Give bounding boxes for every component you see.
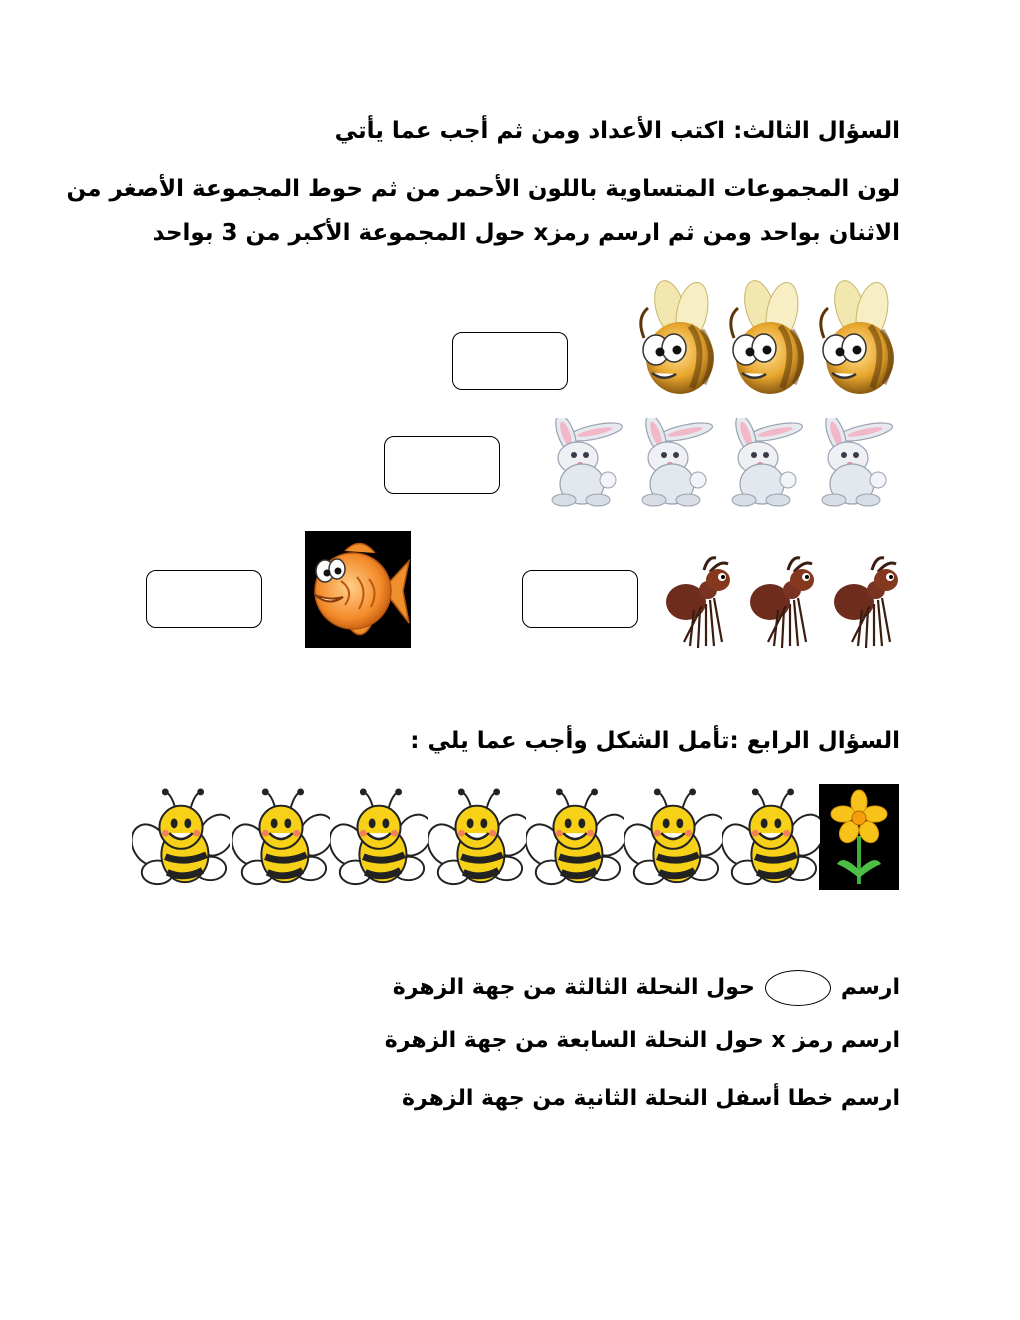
rabbit-icon (720, 418, 810, 508)
question4-instruction-3: ارسم خطا أسفل النحلة الثانية من جهة الزهرة (401, 1086, 900, 1111)
fish-icon (305, 531, 411, 648)
instruction-1-end: حول النحلة الثالثة من جهة الزهرة (392, 975, 755, 1000)
oval-symbol (765, 970, 831, 1006)
bee-icon (132, 786, 230, 894)
question3-title: السؤال الثالث: اكتب الأعداد ومن ثم أجب عما يأتي (334, 118, 900, 144)
rabbit-icon (810, 418, 900, 508)
bee-icon (624, 786, 722, 894)
rabbit-icon (540, 418, 630, 508)
instruction-1-start: ارسم (840, 975, 900, 1000)
question3-instruction-line2: الاثنان بواحد ومن ثم ارسم رمزx حول المجموعة الأكبر من 3 بواحد (152, 220, 900, 246)
bee-icon (428, 786, 526, 894)
question4-instruction-1 (393, 970, 900, 1006)
rabbit-icon (630, 418, 720, 508)
bee-icon (630, 278, 720, 398)
ant-icon (664, 550, 734, 650)
question3-instruction-line1: لون المجموعات المتساوية باللون الأحمر من ثم حوط المجموعة الأصغر من (66, 176, 900, 202)
ant-icon (748, 550, 818, 650)
rabbits-count-answer-box[interactable] (384, 436, 500, 494)
bee-icon (810, 278, 900, 398)
bee-icon (722, 786, 820, 894)
question4-instruction-2: ارسم رمز x حول النحلة السابعة من جهة الزهرة (384, 1028, 900, 1053)
ants-count-answer-box[interactable] (522, 570, 638, 628)
bee-icon (720, 278, 810, 398)
fish-count-answer-box[interactable] (146, 570, 262, 628)
bees-count-answer-box[interactable] (452, 332, 568, 390)
bee-icon (232, 786, 330, 894)
bee-icon (526, 786, 624, 894)
ant-icon (832, 550, 902, 650)
question4-title: السؤال الرابع :تأمل الشكل وأجب عما يلي : (410, 728, 900, 754)
bee-icon (330, 786, 428, 894)
flower-icon (819, 784, 899, 890)
